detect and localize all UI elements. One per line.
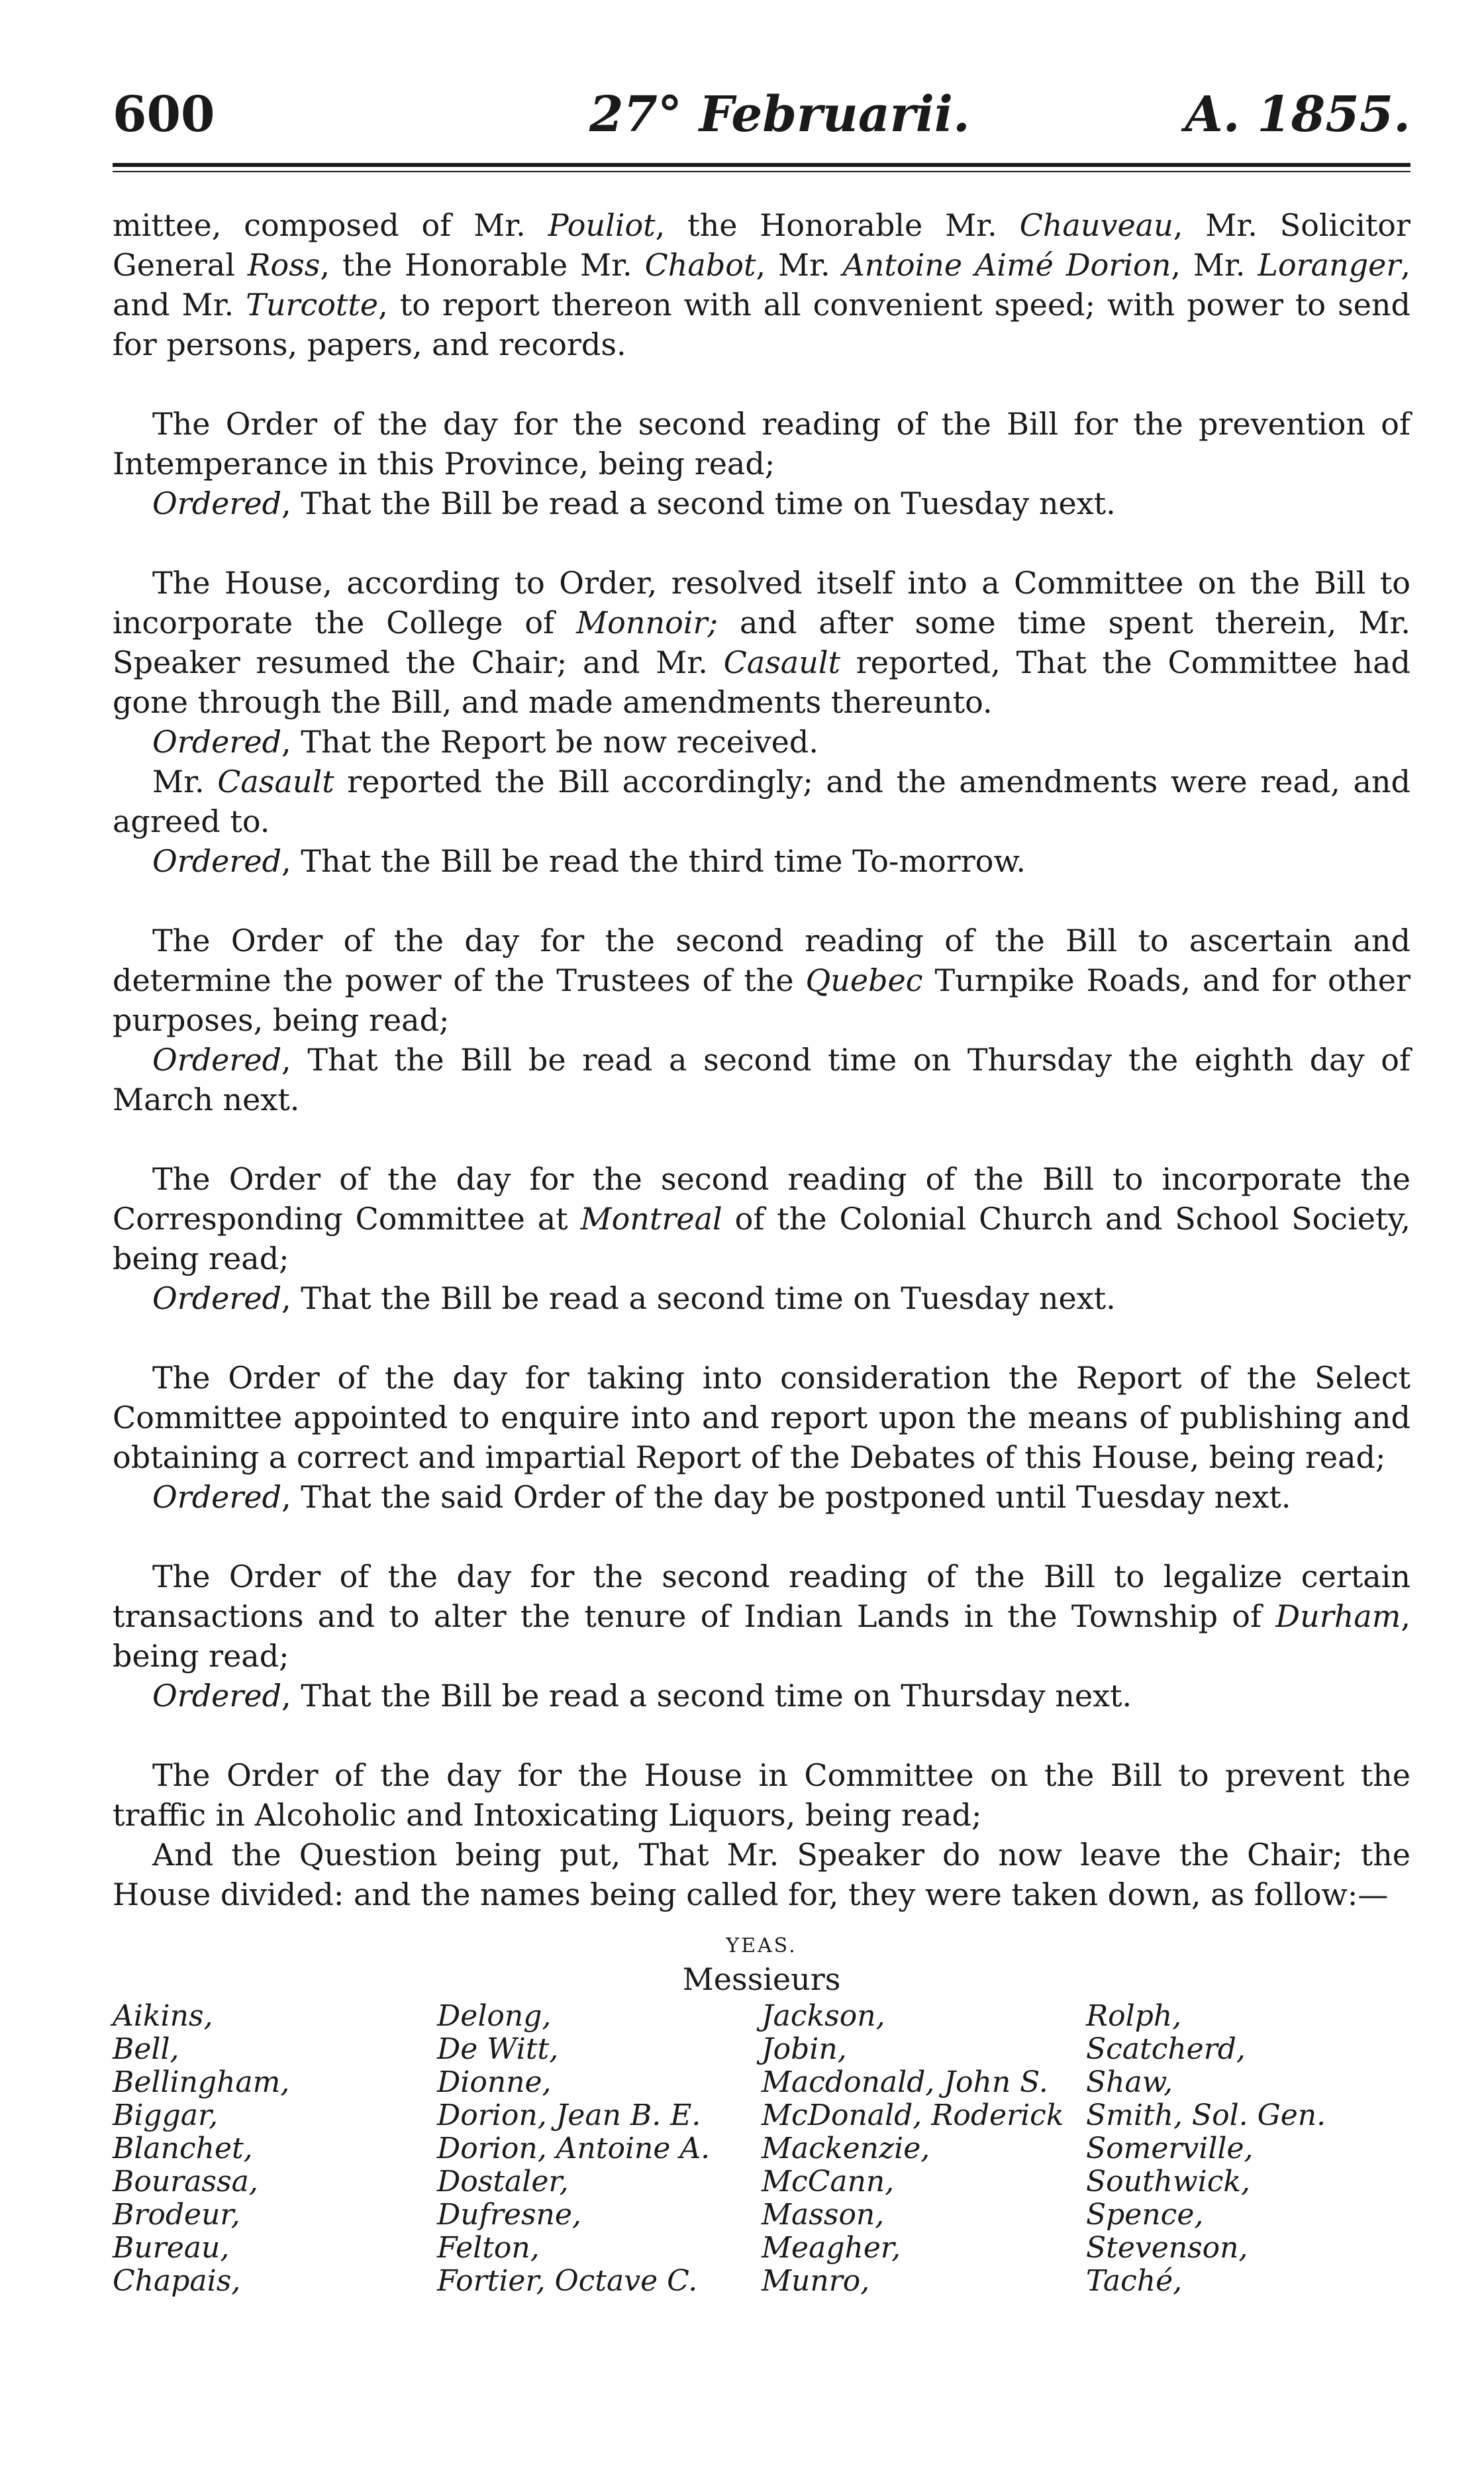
italic-text: Chabot — [644, 247, 756, 283]
text-run: , That the Bill be read a second time on Tuesday next. — [281, 1280, 1116, 1316]
text-run: Mr. — [152, 764, 218, 800]
text-run: The Order of the day for the second reading of the Bill to incorporate the Corresponding Committee at — [113, 1161, 1410, 1237]
table-row — [113, 2132, 1410, 2165]
italic-text: Ordered — [152, 843, 282, 879]
member-name: Blanchet, — [113, 2132, 253, 2165]
member-name: Biggar, — [113, 2098, 219, 2132]
member-name: Dorion, Antoine A. — [437, 2132, 711, 2165]
text-run: , That the Report be now received. — [281, 724, 818, 760]
member-name: Munro, — [762, 2264, 870, 2298]
text-run: reported, That the Committee had gone through the Bill, and made amendments thereunto. — [113, 645, 1410, 720]
header-rule-thin — [113, 171, 1410, 172]
table-row — [113, 2199, 1410, 2232]
paragraph-gap — [113, 523, 1410, 563]
paragraph-gap — [113, 1318, 1410, 1358]
member-name: Bellingham, — [113, 2065, 290, 2099]
italic-text: Pouliot — [548, 207, 656, 243]
text-run: mittee, composed of Mr. — [113, 207, 548, 243]
member-name: Dorion, Jean B. E. — [437, 2098, 701, 2132]
italic-text: Ordered — [152, 1479, 282, 1515]
text-run: of the Colonial Church and School Society, being read; — [113, 1201, 1410, 1276]
text-run: , to report thereon with all convenient speed; with power to send for persons, papers, and records. — [113, 287, 1411, 362]
journal-paragraph — [113, 1835, 1410, 1914]
page-header — [113, 86, 1410, 159]
member-name: Delong, — [437, 1999, 552, 2033]
header-rule — [113, 163, 1410, 167]
member-name: Southwick, — [1086, 2165, 1251, 2199]
text-run: , That the said Order of the day be postponed until Tuesday next. — [281, 1479, 1291, 1515]
italic-text: Chauveau — [1019, 207, 1173, 243]
italic-text: Loranger — [1258, 247, 1401, 283]
member-name: Meagher, — [762, 2231, 901, 2265]
member-name: McDonald, Roderick — [762, 2098, 1064, 2132]
journal-paragraph — [113, 1040, 1410, 1119]
member-name: Aikins, — [113, 1999, 213, 2033]
journal-paragraph — [113, 1358, 1410, 1477]
page — [113, 86, 1410, 2298]
text-run: , the Honorable Mr. — [320, 247, 645, 283]
member-name: De Witt, — [437, 2032, 559, 2066]
text-run: , Mr. — [756, 247, 843, 283]
member-name: Somerville, — [1086, 2132, 1254, 2165]
table-row — [113, 2165, 1410, 2199]
text-run: , That the Bill be read a second time on Tuesday next. — [281, 486, 1116, 521]
paragraph-gap — [113, 364, 1410, 404]
member-name: Masson, — [762, 2198, 885, 2232]
italic-text: Turcotte — [246, 287, 379, 323]
italic-text: Ordered — [152, 1280, 282, 1316]
journal-paragraph — [113, 1676, 1410, 1716]
member-name: Jackson, — [762, 1999, 885, 2033]
member-name: Macdonald, John S. — [762, 2065, 1048, 2099]
text-run: The Order of the day for the House in Committee on the Bill to prevent the traffic in Alcoholic and Intoxicating Liquors, being read; — [113, 1757, 1410, 1833]
table-row — [113, 2232, 1410, 2265]
table-row — [113, 2000, 1410, 2033]
paragraph-gap — [113, 881, 1410, 921]
yeas-label: YEAS. — [726, 1934, 797, 1957]
table-row — [113, 2033, 1410, 2066]
member-name: Jobin, — [762, 2032, 847, 2066]
italic-text: Ordered — [152, 724, 282, 760]
member-name: Smith, Sol. Gen. — [1086, 2098, 1326, 2132]
member-name: Dufresne, — [437, 2198, 581, 2232]
journal-paragraph — [113, 563, 1410, 722]
text-run: , Mr. Solicitor General — [113, 207, 1410, 283]
text-run: , the Honorable Mr. — [655, 207, 1020, 243]
member-name: Chapais, — [113, 2264, 241, 2298]
italic-text: Monnoir; — [576, 605, 718, 641]
text-run: Turnpike Roads, and for other purposes, being read; — [113, 962, 1410, 1038]
journal-paragraph — [113, 205, 1410, 364]
page-number: 600 — [113, 86, 215, 143]
member-name: Stevenson, — [1086, 2231, 1248, 2265]
member-name: Mackenzie, — [762, 2132, 930, 2165]
text-run: , and Mr. — [113, 247, 1410, 323]
text-run: The Order of the day for the second reading of the Bill to ascertain and determine the power of the Trustees of the — [113, 923, 1410, 998]
journal-paragraph — [113, 722, 1410, 762]
page-year: A. 1855. — [1185, 86, 1410, 143]
text-run: The House, according to Order, resolved itself into a Committee on the Bill to incorporate the College of — [113, 565, 1410, 641]
text-run: , That the Bill be read a second time on Thursday next. — [281, 1678, 1132, 1714]
journal-paragraph — [113, 762, 1410, 841]
italic-text: Ross — [247, 247, 321, 283]
journal-paragraph — [113, 1477, 1410, 1517]
text-run: and after some time spent therein, Mr. Speaker resumed the Chair; and Mr. — [113, 605, 1410, 680]
member-name: Spence, — [1086, 2198, 1204, 2232]
journal-body — [113, 205, 1410, 1914]
member-name: Bell, — [113, 2032, 179, 2066]
journal-paragraph — [113, 1159, 1410, 1278]
italic-text: Casault — [217, 764, 334, 800]
italic-text: Ordered — [152, 1042, 282, 1078]
text-run: The Order of the day for the second reading of the Bill to legalize certain transactions and to alter the tenure of Indian Lands in the Township of — [113, 1559, 1410, 1634]
italic-text: Antoine Aimé Dorion — [842, 247, 1171, 283]
paragraph-gap — [113, 1517, 1410, 1557]
journal-paragraph — [113, 484, 1410, 523]
text-run: reported the Bill accordingly; and the amendments were read, and agreed to. — [113, 764, 1410, 839]
italic-text: Ordered — [152, 486, 282, 521]
member-name: McCann, — [762, 2165, 895, 2199]
journal-paragraph — [113, 1278, 1410, 1318]
member-name: Shaw, — [1086, 2065, 1173, 2099]
text-run: The Order of the day for taking into consideration the Report of the Select Committee appointed to enquire into and report upon the means of publishing and obtaining a correct and impartial Report of the Debates of this House, being read; — [113, 1360, 1410, 1475]
text-run: , That the Bill be read the third time To-morrow. — [281, 843, 1026, 879]
member-name: Dionne, — [437, 2065, 552, 2099]
member-name: Bourassa, — [113, 2165, 258, 2199]
journal-paragraph — [113, 841, 1410, 881]
member-name: Taché, — [1086, 2264, 1183, 2298]
italic-text: Quebec — [805, 962, 923, 998]
yeas-names-table — [113, 2000, 1410, 2298]
text-run: And the Question being put, That Mr. Speaker do now leave the Chair; the House divided: and the names being called for, they were taken down, as follow:— — [113, 1837, 1410, 1912]
paragraph-gap — [113, 1119, 1410, 1159]
member-name: Scatcherd, — [1086, 2032, 1246, 2066]
member-name: Dostaler, — [437, 2165, 569, 2199]
text-run: , That the Bill be read a second time on Thursday the eighth day of March next. — [113, 1042, 1410, 1117]
italic-text: Ordered — [152, 1678, 282, 1714]
messieurs-label: Messieurs — [682, 1961, 841, 1997]
text-run: , Mr. — [1171, 247, 1258, 283]
member-name: Rolph, — [1086, 1999, 1182, 2033]
table-row — [113, 2099, 1410, 2132]
member-name: Bureau, — [113, 2231, 230, 2265]
italic-text: Casault — [723, 645, 841, 680]
text-run: The Order of the day for the second reading of the Bill for the prevention of Intemperance in this Province, being read; — [113, 406, 1410, 482]
member-name: Fortier, Octave C. — [437, 2264, 698, 2298]
text-run: , being read; — [113, 1598, 1410, 1674]
italic-text: Montreal — [580, 1201, 722, 1237]
journal-paragraph — [113, 1557, 1410, 1676]
italic-text: Durham — [1275, 1598, 1401, 1634]
paragraph-gap — [113, 1716, 1410, 1755]
member-name: Felton, — [437, 2231, 540, 2265]
journal-paragraph — [113, 404, 1410, 484]
page-date: 27° Februarii. — [589, 86, 970, 143]
journal-paragraph — [113, 921, 1410, 1040]
table-row — [113, 2265, 1410, 2298]
journal-paragraph — [113, 1755, 1410, 1835]
member-name: Brodeur, — [113, 2198, 240, 2232]
table-row — [113, 2066, 1410, 2099]
